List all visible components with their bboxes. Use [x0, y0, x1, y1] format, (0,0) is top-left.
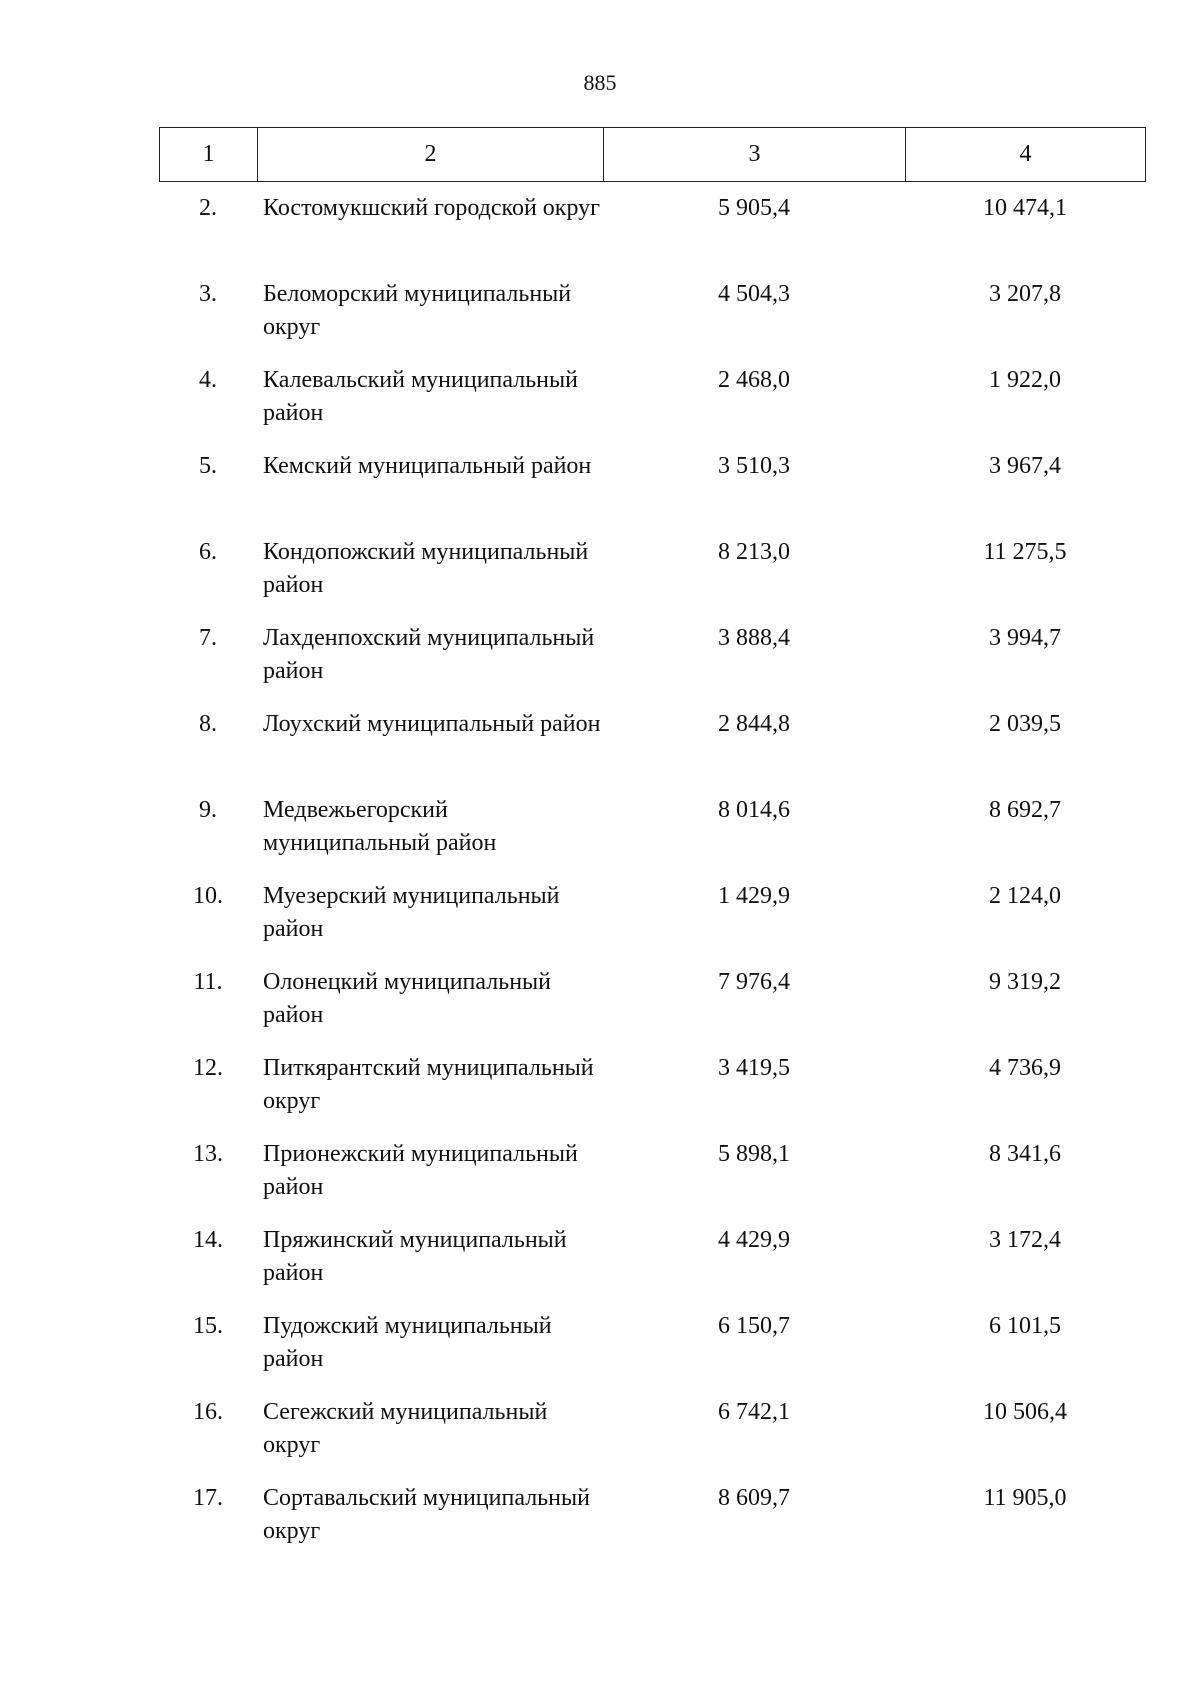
- table-row: [159, 1310, 1145, 1396]
- table-row: [159, 1482, 1145, 1568]
- value-col-4: 4 736,9: [989, 1055, 1061, 1081]
- table-row: [159, 1138, 1145, 1224]
- municipality-name: Костомукшский городской округ: [263, 195, 600, 221]
- table-row: [159, 192, 1145, 278]
- value-col-3: 8 213,0: [718, 539, 790, 565]
- row-number: 13.: [193, 1141, 223, 1167]
- value-col-3: 8 014,6: [718, 797, 790, 823]
- value-col-4: 3 207,8: [989, 281, 1061, 307]
- municipality-name: Сортавальский муниципальный округ: [263, 1485, 590, 1544]
- municipality-name: Олонецкий муниципальный район: [263, 969, 551, 1028]
- row-number: 7.: [199, 625, 217, 651]
- value-col-4: 10 506,4: [983, 1399, 1067, 1425]
- row-number: 10.: [193, 883, 223, 909]
- header-row: [160, 128, 1146, 182]
- table-row: [159, 278, 1145, 364]
- page-number: 885: [583, 70, 617, 95]
- value-col-3: 8 609,7: [718, 1485, 790, 1511]
- value-col-3: 4 504,3: [718, 281, 790, 307]
- municipality-name: Лахденпохский муниципальный район: [263, 625, 595, 684]
- value-col-4: 8 692,7: [989, 797, 1061, 823]
- municipality-name: Медвежьегорский муниципальный район: [263, 797, 497, 856]
- value-col-4: 2 039,5: [989, 711, 1061, 737]
- row-number: 4.: [199, 367, 217, 393]
- value-col-3: 6 742,1: [718, 1399, 790, 1425]
- header-col-1: 1: [160, 128, 258, 182]
- table-row: [159, 622, 1145, 708]
- table-header: [159, 127, 1146, 182]
- municipality-name: Кондопожский муниципальный район: [263, 539, 589, 598]
- municipality-name: Прионежский муниципальный район: [263, 1141, 578, 1200]
- value-col-4: 3 172,4: [989, 1227, 1061, 1253]
- municipality-name: Лоухский муниципальный район: [263, 711, 601, 737]
- row-number: 16.: [193, 1399, 223, 1425]
- value-col-4: 2 124,0: [989, 883, 1061, 909]
- row-number: 17.: [193, 1485, 223, 1511]
- value-col-4: 9 319,2: [989, 969, 1061, 995]
- value-col-4: 3 967,4: [989, 453, 1061, 479]
- value-col-3: 5 898,1: [718, 1141, 790, 1167]
- table-row: [159, 450, 1145, 536]
- table-body: [159, 192, 1145, 1568]
- row-number: 8.: [199, 711, 217, 737]
- municipality-name: Муезерский муниципальный район: [263, 883, 560, 942]
- row-number: 6.: [199, 539, 217, 565]
- municipality-name: Питкярантский муниципальный округ: [263, 1055, 594, 1114]
- row-number: 9.: [199, 797, 217, 823]
- value-col-4: 6 101,5: [989, 1313, 1061, 1339]
- value-col-3: 2 468,0: [718, 367, 790, 393]
- row-number: 15.: [193, 1313, 223, 1339]
- row-number: 14.: [193, 1227, 223, 1253]
- value-col-3: 5 905,4: [718, 195, 790, 221]
- table-row: [159, 966, 1145, 1052]
- row-number: 5.: [199, 453, 217, 479]
- table-row: [159, 794, 1145, 880]
- table-row: [159, 708, 1145, 794]
- table-row: [159, 880, 1145, 966]
- value-col-4: 11 275,5: [983, 539, 1067, 565]
- value-col-3: 2 844,8: [718, 711, 790, 737]
- municipality-name: Калевальский муниципальный район: [263, 367, 578, 426]
- table-row: [159, 1396, 1145, 1482]
- municipality-name: Пудожский муниципальный район: [263, 1313, 552, 1372]
- header-col-3: 3: [604, 128, 906, 182]
- municipality-name: Кемский муниципальный район: [263, 453, 592, 479]
- table-row: [159, 536, 1145, 622]
- row-number: 12.: [193, 1055, 223, 1081]
- municipality-name: Беломорский муниципальный округ: [263, 281, 572, 340]
- value-col-3: 6 150,7: [718, 1313, 790, 1339]
- value-col-3: 3 419,5: [718, 1055, 790, 1081]
- municipality-name: Сегежский муниципальный округ: [263, 1399, 548, 1458]
- value-col-4: 3 994,7: [989, 625, 1061, 651]
- value-col-4: 8 341,6: [989, 1141, 1061, 1167]
- value-col-4: 10 474,1: [983, 195, 1067, 221]
- table-row: [159, 1224, 1145, 1310]
- value-col-3: 3 888,4: [718, 625, 790, 651]
- row-number: 2.: [199, 195, 217, 221]
- value-col-3: 3 510,3: [718, 453, 790, 479]
- row-number: 11.: [193, 969, 223, 995]
- header-col-2: 2: [258, 128, 604, 182]
- table-row: [159, 1052, 1145, 1138]
- table-row: [159, 364, 1145, 450]
- value-col-3: 1 429,9: [718, 883, 790, 909]
- municipality-name: Пряжинский муниципальный район: [263, 1227, 567, 1286]
- value-col-3: 4 429,9: [718, 1227, 790, 1253]
- value-col-3: 7 976,4: [718, 969, 790, 995]
- value-col-4: 1 922,0: [989, 367, 1061, 393]
- value-col-4: 11 905,0: [983, 1485, 1067, 1511]
- header-col-4: 4: [906, 128, 1146, 182]
- row-number: 3.: [199, 281, 217, 307]
